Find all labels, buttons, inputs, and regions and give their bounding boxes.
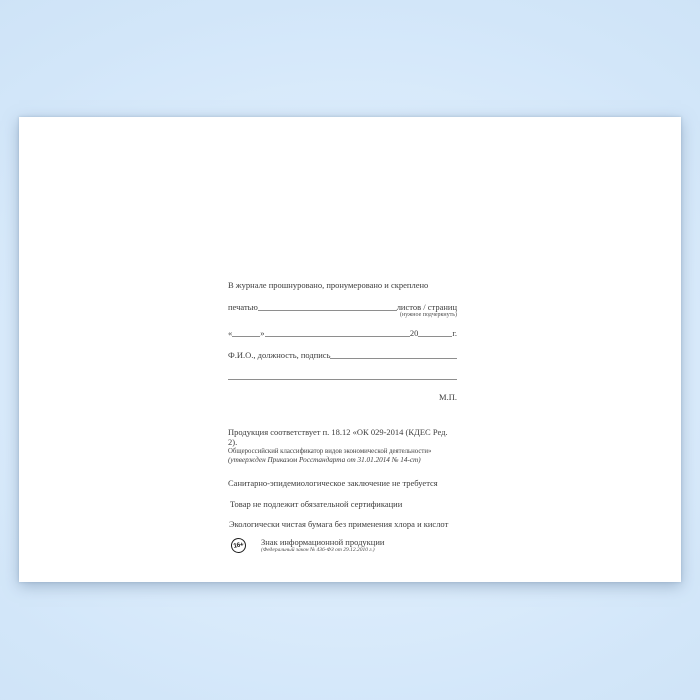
year-prefix: 20	[409, 328, 419, 338]
seal-line	[228, 302, 457, 312]
certification-title: В журнале прошнуровано, пронумеровано и скреплено	[228, 280, 429, 290]
compliance-line1: Продукция соответствует п. 18.12 «ОК 029-2014 (КДЕС Ред. 2).	[228, 427, 448, 447]
blank-line-sheets-count	[258, 309, 397, 311]
compliance-paragraph	[228, 427, 457, 465]
page-content	[228, 280, 457, 554]
quote-close: »	[260, 328, 265, 338]
signature-label: Ф.И.О., должность, подпись	[228, 350, 331, 360]
compliance-line2: Общероссийский классификатор видов экономической деятельности»	[228, 448, 432, 455]
quote-open: «	[228, 328, 233, 338]
age-mark-title: Знак информационной продукции	[261, 537, 385, 547]
underline-note: (нужное подчеркнуть)	[400, 312, 457, 318]
ecology-note: Экологически чистая бумага без применения хлора и кислот	[229, 519, 449, 529]
year-suffix: г.	[452, 328, 457, 338]
date-line	[228, 328, 457, 338]
age-16plus-icon: 16+	[230, 537, 247, 554]
sheets-label: листов / страниц	[396, 302, 457, 312]
blank-line-day	[232, 335, 260, 337]
seal-label: печатью	[228, 302, 258, 312]
sanitary-note: Санитарно-эпидемиологическое заключение не требуется	[228, 478, 438, 488]
age-mark-row	[228, 538, 457, 554]
age-mark-law: (Федеральный закон № 436-ФЗ от 29.12.2010 г.)	[261, 547, 375, 553]
certification-note: Товар не подлежит обязательной сертификации	[230, 499, 403, 509]
seal-place-abbr: М.П.	[439, 392, 457, 402]
blank-line-full	[228, 378, 457, 380]
signature-line	[228, 350, 457, 360]
age-mark-text	[261, 538, 384, 554]
compliance-line3: (утвержден Приказом Росстандарта от 31.01.2014 № 14-ст)	[228, 456, 421, 464]
blank-line-signature	[330, 357, 457, 359]
blank-line-year	[418, 335, 452, 337]
journal-back-page	[19, 117, 681, 582]
blank-line-month	[265, 335, 410, 337]
